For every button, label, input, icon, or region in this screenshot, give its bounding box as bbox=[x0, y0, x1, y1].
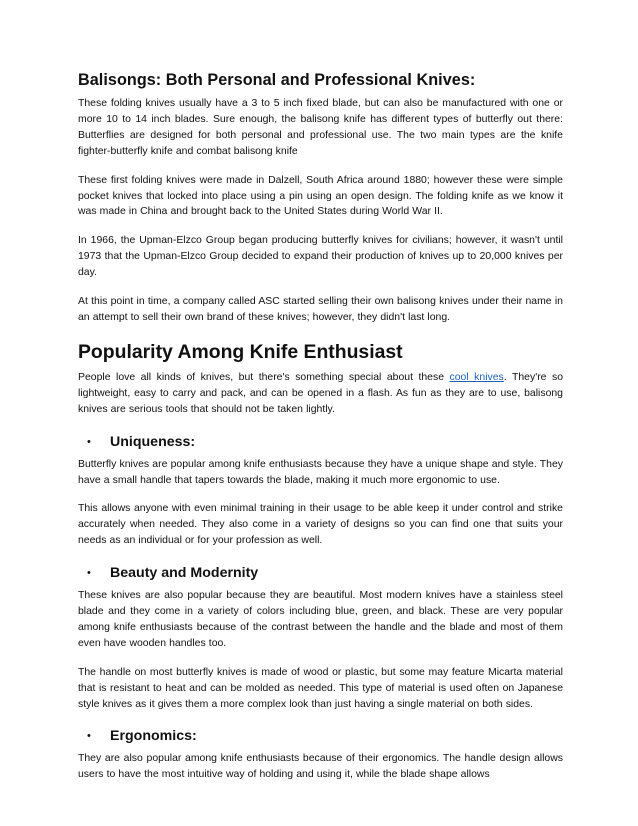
intro-text-before-link: People love all kinds of knives, but there's something special about these bbox=[78, 371, 450, 383]
section-heading-balisongs: Balisongs: Both Personal and Professional Knives: bbox=[78, 71, 476, 89]
bullet-heading-text: Uniqueness: bbox=[110, 433, 196, 450]
bullet-icon: • bbox=[87, 730, 91, 743]
bullet-icon: • bbox=[87, 567, 91, 580]
paragraph: In 1966, the Upman-Elzco Group began producing butterfly knives for civilians; however, it wasn't until 1973 that the Upman-Elzco Group decided to expand their production of knives up to 20,000 knives per day. bbox=[78, 235, 563, 279]
bullet-heading-uniqueness bbox=[78, 431, 563, 453]
paragraph: Butterfly knives are popular among knife enthusiasts because they have a unique shape and style. They have a small handle that tapers towards the blade, making it much more ergonomic to use. bbox=[78, 458, 563, 486]
paragraph: These folding knives usually have a 3 to 5 inch fixed blade, but can also be manufactured with one or more 10 to 14 inch blades. Sure enough, the balisong knife has different types of butterfly out there: Butterflies are designed for both personal and professional use. The two main types are the knife fighter-butterfly knife and combat balisong knife bbox=[78, 98, 563, 157]
bullet-heading-text: Ergonomics: bbox=[110, 728, 197, 745]
bullet-heading-text: Beauty and Modernity bbox=[110, 565, 259, 582]
paragraph: At this point in time, a company called ASC started selling their own balisong knives under their name in an attempt to sell their own brand of these knives; however, they didn't last long. bbox=[78, 296, 563, 323]
document-content bbox=[78, 70, 563, 796]
bullet-heading-beauty bbox=[78, 562, 563, 584]
cool-knives-link[interactable]: cool knives bbox=[449, 371, 504, 383]
paragraph: These first folding knives were made in Dalzell, South Africa around 1880; however these were simple pocket knives that locked into place using a pin using an open design. The folding knife as we know it was made in China and brought back to the United States during World War II. bbox=[78, 174, 563, 218]
paragraph: The handle on most butterfly knives is made of wood or plastic, but some may feature Micarta material that is resistant to heat and can be molded as needed. This type of material is used often on Japanese style knives as it gives them a more complex look than just having a single material on both sides. bbox=[78, 666, 563, 710]
bullet-icon: • bbox=[87, 435, 91, 448]
paragraph-intro bbox=[78, 370, 563, 418]
intro-text-after-link: . They're so lightweight, easy to carry and pack, and can be opened in a flash. As fun as they are to use, balisong knives are serious tools that should not be taken lightly. bbox=[78, 371, 564, 415]
section-heading-popularity: Popularity Among Knife Enthusiast bbox=[78, 340, 403, 363]
bullet-heading-ergonomics bbox=[78, 725, 563, 747]
paragraph: This allows anyone with even minimal training in their usage to be able keep it under control and strike accurately when needed. They also come in a variety of designs so you can find one that suits your needs as an individual or for your profession as well. bbox=[78, 503, 563, 547]
paragraph: These knives are also popular because they are beautiful. Most modern knives have a stainless steel blade and they come in a variety of colors including blue, green, and black. These are very popular among knife enthusiasts because of the contrast between the handle and the blade and most of them even have wooden handles too. bbox=[78, 590, 563, 649]
paragraph: They are also popular among knife enthusiasts because of their ergonomics. The handle design allows users to have the most intuitive way of holding and using it, while the blade shape allows bbox=[78, 753, 563, 781]
